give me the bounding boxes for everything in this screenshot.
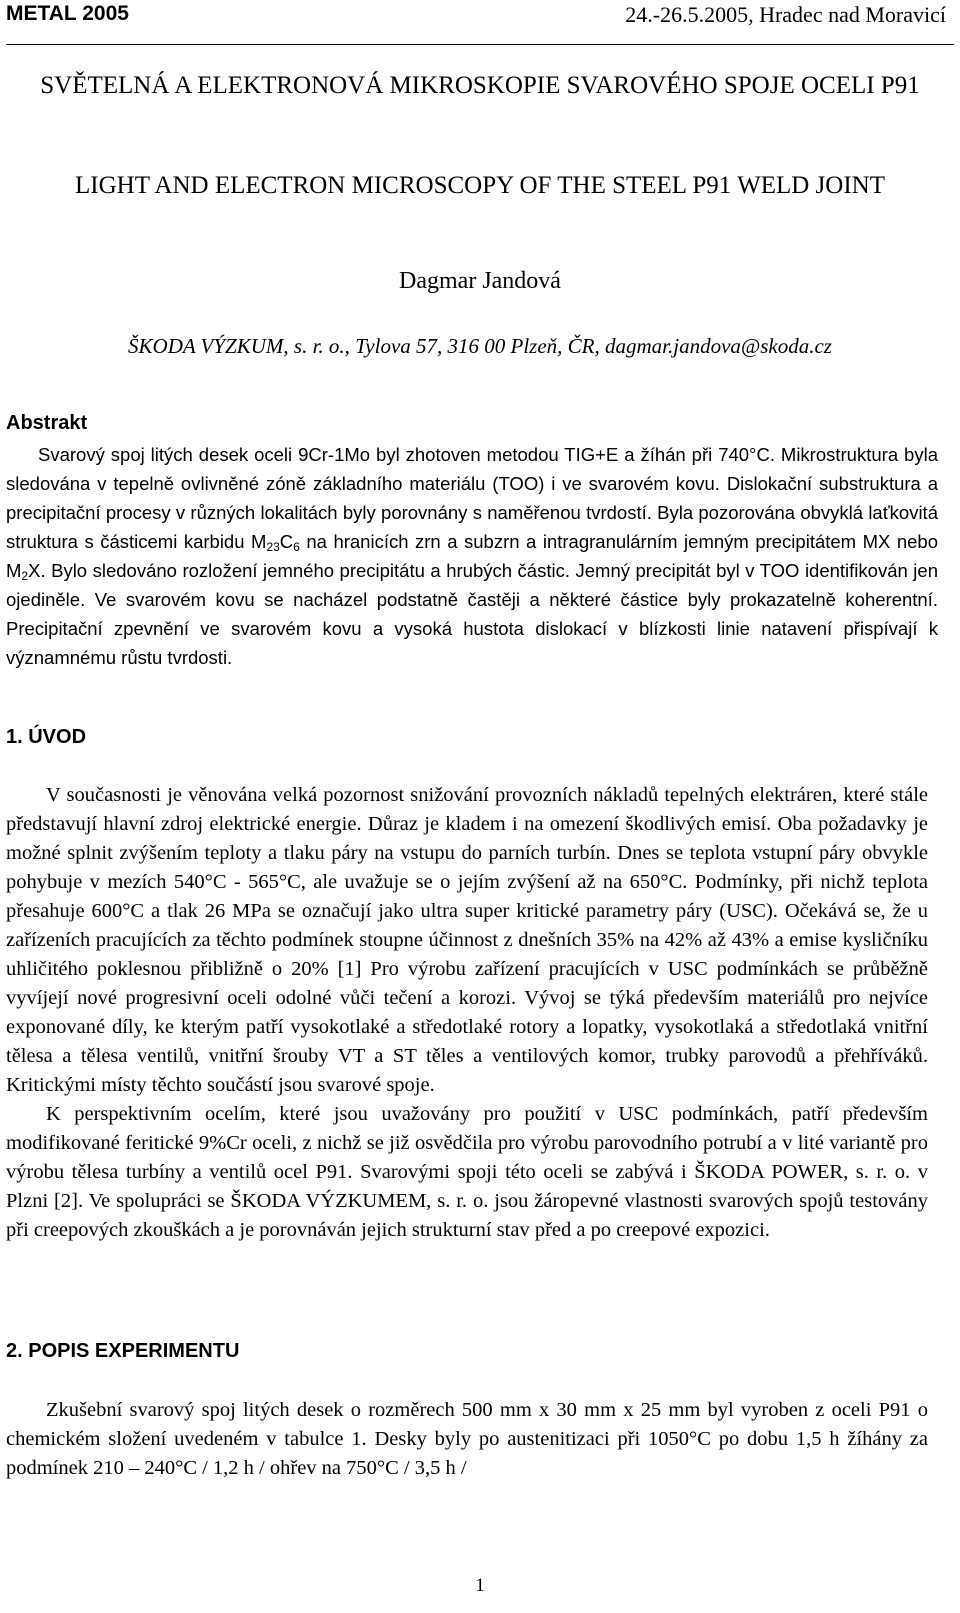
page-number: 1 (475, 1575, 485, 1596)
paragraph: K perspektivním ocelím, které jsou uvažovány pro použití v USC podmínkách, patří především modifikované feritické 9%Cr oceli, z nichž se již osvědčila pro výrobu parovodního potrubí a v lité variantě pro výrobu tělesa turbíny a ventilů ocel P91. Svarovými spoji této oceli se zabývá i ŠKODA POWER, s. r. o. v Plzni [2]. Ve spolupráci se ŠKODA VÝZKUMEM, s. r. o. jsou žáropevné vlastnosti svarových spojů testovány při creepových zkouškách a je porovnáván jejich strukturní stav před a po creepové expozici. (6, 1103, 928, 1241)
paragraph: Zkušební svarový spoj litých desek o rozměrech 500 mm x 30 mm x 25 mm byl vyroben z oceli P91 o chemickém složení uvedeném v tabulce 1. Desky byly po austenitizaci při 1050°C po dobu 1,5 h žíhány za podmínek 210 – 240°C / 1,2 h / ohřev na 750°C / 3,5 h / (6, 1399, 928, 1479)
running-header (6, 2, 954, 32)
abstract-text (6, 440, 938, 672)
section-body-introduction (6, 781, 928, 1245)
paragraph: V současnosti je věnována velká pozornost snižování provozních nákladů tepelných elektráren, které stále představují hlavní zdroj elektrické energie. Důraz je kladem i na omezení škodlivých emisí. Oba požadavky je možné splnit zvýšením teploty a tlaku páry na vstupu do parních turbín. Dnes se teplota vstupní páry obvykle pohybuje v mezích 540°C - 565°C, ale uvažuje se o jejím zvýšení až na 650°C. Podmínky, při nichž teplota přesahuje 600°C a tlak 26 MPa se označují jako ultra super kritické parametry páry (USC). Očekává se, že u zařízeních pracujících za těchto podmínek stoupne účinnost z dnešních 35% na 42% až 43% a emise kysličníku uhličitého poklesnou přibližně o 20% [1] Pro výrobu zařízení pracujících v USC podmínkách se průběžně vyvíjejí nové progresivní oceli odolné vůči tečení a korozi. Vývoj se týká především materiálů pro nejvíce exponované díly, ke kterým patří vysokotlaké a středotlaké rotory a lopatky, vysokotlaká a středotlaká vnitřní tělesa a tělesa ventilů, vnitřní šrouby VT a ST těles a ventilových komor, trubky parovodů a přehříváků. Kritickými místy těchto součástí jsou svarové spoje. (6, 784, 928, 1096)
abstract-heading: Abstrakt (6, 412, 88, 434)
section-body-experiment (6, 1396, 928, 1483)
conference-date-place: 24.-26.5.2005, Hradec nad Moravicí (625, 2, 946, 27)
author-affiliation: ŠKODA VÝZKUM, s. r. o., Tylova 57, 316 00 Plzeň, ČR, dagmar.jandova@skoda.cz (128, 334, 832, 358)
author-name: Dagmar Jandová (399, 268, 561, 294)
section-heading-experiment: 2. POPIS EXPERIMENTU (6, 1340, 240, 1362)
header-rule (6, 44, 954, 45)
section-heading-introduction: 1. ÚVOD (6, 726, 87, 748)
title-czech: SVĚTELNÁ A ELEKTRONOVÁ MIKROSKOPIE SVAROVÉHO SPOJE OCELI P91 (40, 72, 920, 99)
conference-name: METAL 2005 (6, 2, 129, 25)
abstract-paragraph: Svarový spoj litých desek oceli 9Cr-1Mo byl zhotoven metodou TIG+E a žíhán při 740°C. Mikrostruktura byla sledována v tepelně ovlivněné zóně základního materiálu (TOO) i ve svarovém kovu. Dislokační substruktura a precipitační procesy v různých lokalitách byly porovnány s naměřenou tvrdostí. Byla pozorována obvyklá laťkovitá struktura s částicemi karbidu $M_{23}C_6$ na hranicích zrn a subzrn a intragranulárním jemným precipitátem MX nebo $M_2X$. Bylo sledováno rozložení jemného precipitátu a hrubých částic. Jemný precipitát byl v TOO identifikován jen ojediněle. Ve svarovém kovu se nacházel podstatně častěji a některé částice byly prokazatelně koherentní. Precipitační zpevnění ve svarovém kovu a vysoká hustota dislokací v blízkosti linie natavení přispívají k významnému růstu tvrdosti. (6, 444, 939, 668)
title-english: LIGHT AND ELECTRON MICROSCOPY OF THE STEEL P91 WELD JOINT (75, 172, 885, 199)
